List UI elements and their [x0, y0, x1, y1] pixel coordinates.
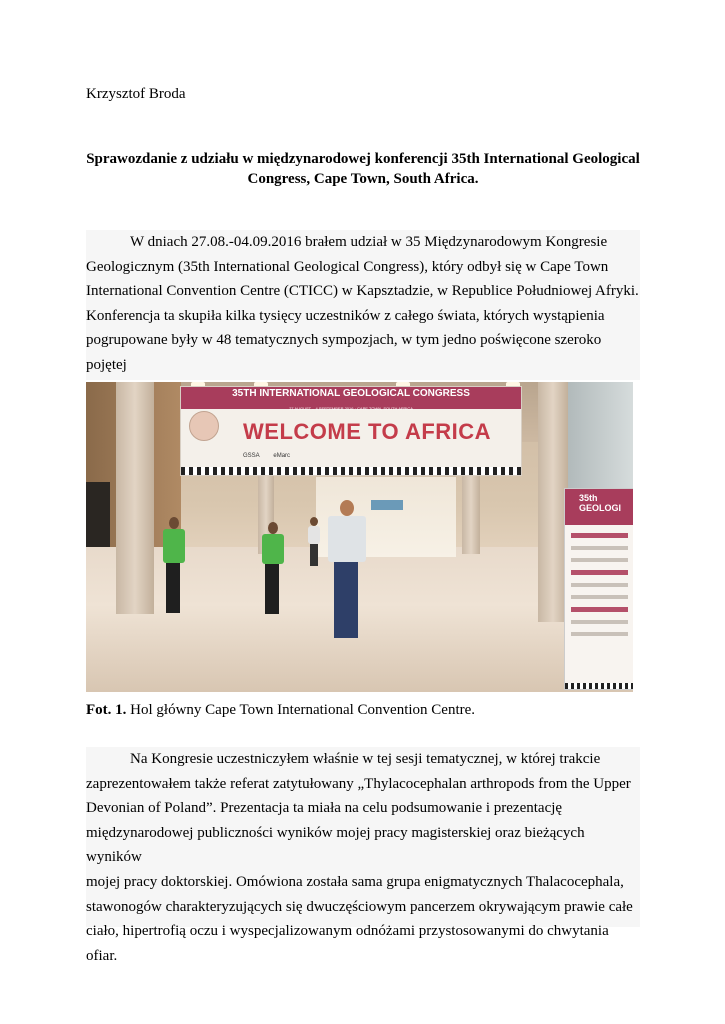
document-title: Sprawozdanie z udziału w międzynarodowej konferencji 35th International Geological Congress, Cape Town, South Africa.	[86, 151, 640, 187]
caption-label: Fot. 1.	[86, 702, 127, 718]
sign-line	[571, 558, 628, 562]
banner-sponsors	[243, 453, 302, 459]
zebra-stripe-border	[181, 467, 521, 475]
paragraph-line: Na Kongresie uczestniczyłem właśnie w tej sesji tematycznej, w której trakcie	[130, 751, 601, 767]
paragraph-line: międzynarodowej publiczności wyników mojej pracy magisterskiej oraz bieżących wyników	[86, 824, 585, 866]
paragraph-line: pogrupowane były w 48 tematycznych sympozjach, w tym jedno poświęcone szeroko pojętej	[86, 332, 602, 373]
sponsor-logo: eMarc	[273, 453, 291, 459]
paragraph-line: zaprezentowałem także referat zatytułowany „Thylacocephalan arthropods from the Upper	[86, 775, 631, 792]
banner-welcome-text: WELCOME TO AFRICA	[243, 419, 492, 444]
sign-line	[571, 546, 628, 550]
photo-pillar	[462, 474, 480, 554]
paragraph-line: stawonogów charakteryzujących się dwuczęściowym pancerzem okrywającym prawie całe	[86, 898, 633, 915]
conference-hall-photo	[86, 382, 633, 692]
sign-header-line: GEOLOGI	[579, 503, 622, 513]
sign-header-line: 35th	[579, 493, 598, 503]
distant-screen	[371, 500, 403, 510]
sign-line	[571, 595, 628, 599]
photo-caption	[86, 702, 475, 719]
sign-line	[571, 632, 628, 636]
sign-line	[571, 570, 628, 575]
paragraph-line: Konferencja ta skupiła kilka tysięcy uczestników z całego świata, których wystąpienia	[86, 307, 605, 324]
sign-line	[571, 620, 628, 624]
sign-header	[565, 489, 633, 525]
sign-line	[571, 533, 628, 538]
paragraph-line: W dniach 27.08.-04.09.2016 brałem udział w 35 Międzynarodowym Kongresie	[130, 234, 608, 250]
paragraph-intro	[86, 230, 640, 380]
sponsor-logo: GSSA	[243, 453, 260, 459]
photo-pillar	[116, 382, 154, 614]
caption-text: Hol główny Cape Town International Convention Centre.	[126, 702, 476, 718]
author-name: Krzysztof Broda	[86, 86, 186, 102]
paragraph-line: Devonian of Poland”. Prezentacja ta miała na celu podsumowanie i prezentację	[86, 800, 563, 817]
sign-line	[571, 607, 628, 612]
photo-wall-panel	[86, 482, 110, 557]
welcome-banner	[180, 386, 522, 476]
sign-line	[571, 583, 628, 587]
zebra-stripe-border	[565, 683, 633, 689]
banner-header: 35TH INTERNATIONAL GEOLOGICAL CONGRESS	[181, 387, 521, 409]
banner-subheader: 27 AUGUST – 4 SEPTEMBER 2016 · CAPE TOWN, SOUTH AFRICA	[289, 406, 413, 411]
paragraph-presentation	[86, 747, 640, 964]
paragraph-line: ciało, hipertrofią oczu i wyspecjalizowanym odnóżami przystosowanymi do chwytania ofiar.	[86, 923, 609, 964]
paragraph-line: International Convention Centre (CTICC) w Kapsztadzie, w Republice Południowej Afryki.	[86, 283, 639, 300]
paragraph-line: Geologicznym (35th International Geological Congress), który odbył się w Cape Town	[86, 258, 609, 275]
congress-logo-icon	[189, 411, 219, 441]
congress-standing-sign	[564, 488, 633, 690]
paragraph-line: mojej pracy doktorskiej. Omówiona została sama grupa enigmatycznych Thalacocephala,	[86, 873, 624, 890]
